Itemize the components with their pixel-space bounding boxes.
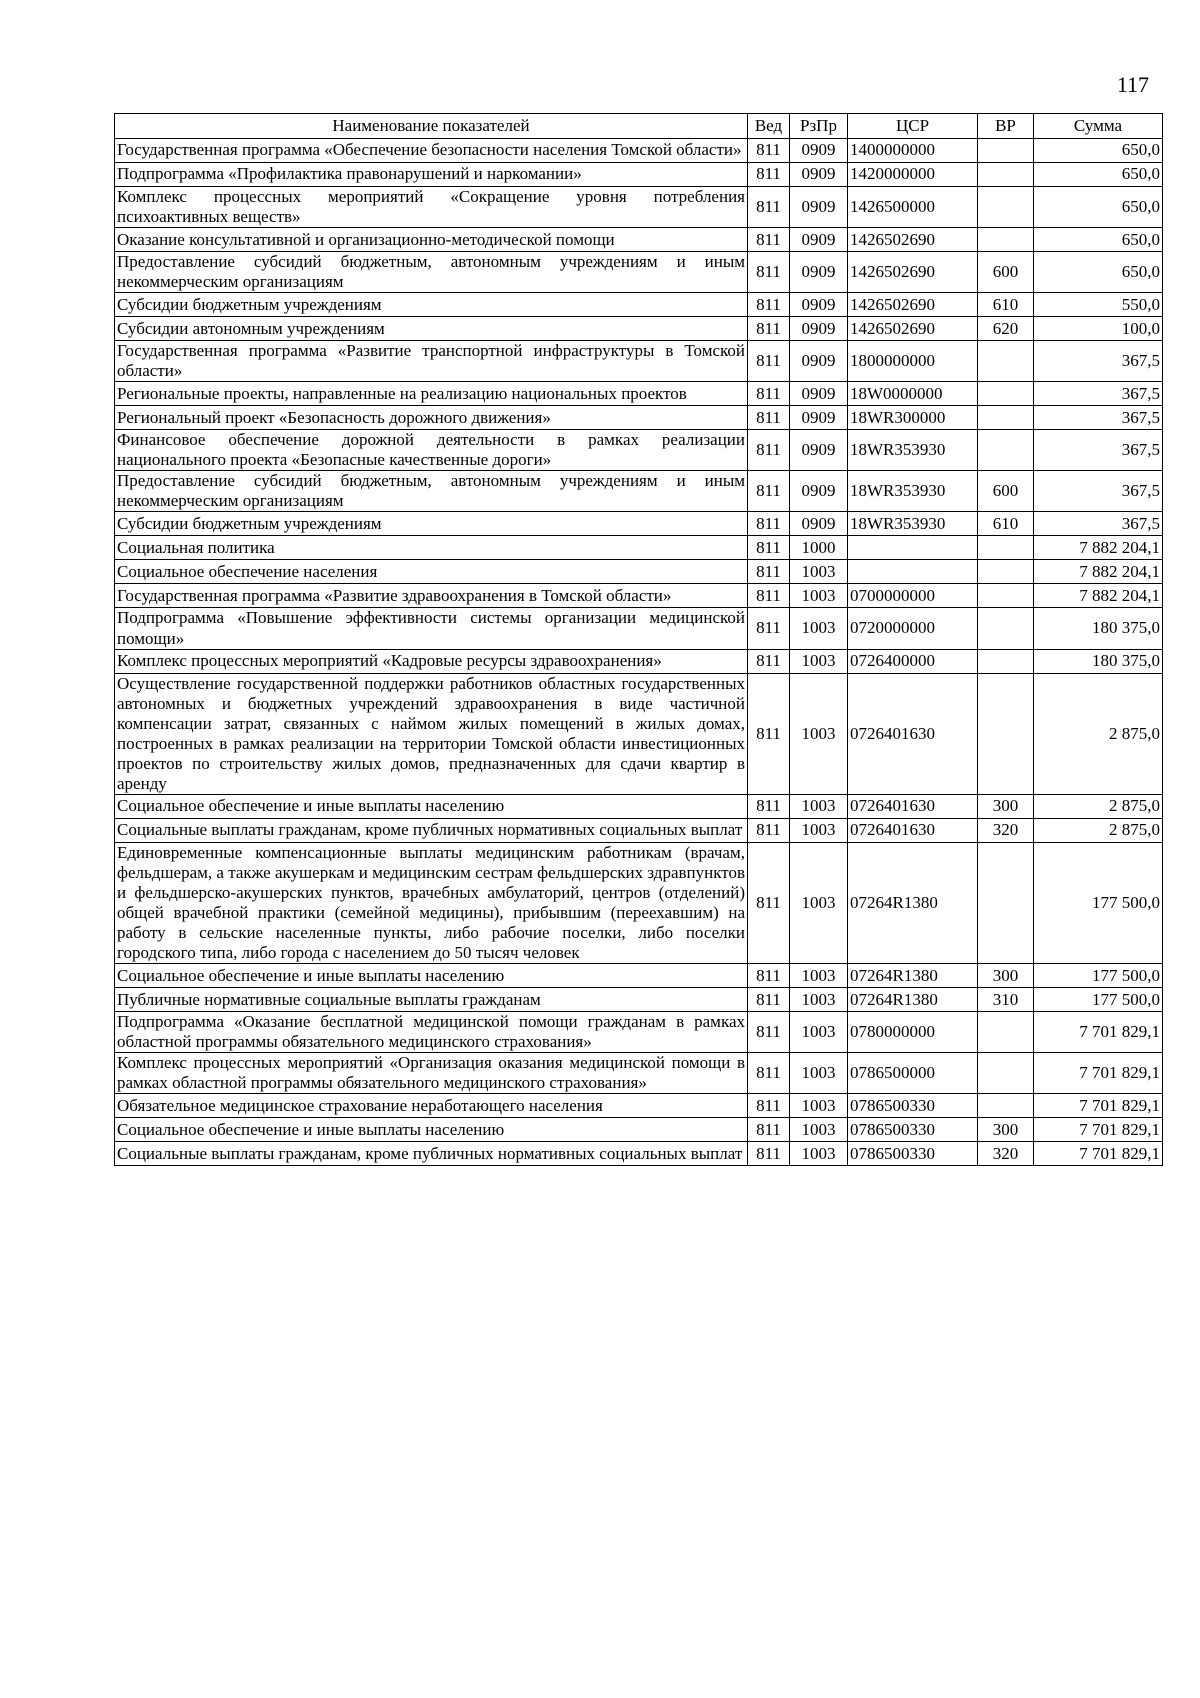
cell-name: Осуществление государственной поддержки работников областных государственных автономных и бюджетных учреждений здравоохранения в виде частичной компенсации затрат, связанных с наймом жилых помещений в жилых домах, построенных в рамках реализации на территории Томской области инвестиционных проектов по строительству жилых домов, предназначенных для сдачи квартир в аренду xyxy=(115,673,748,794)
cell-vr: 320 xyxy=(978,1142,1034,1166)
cell-sum: 7 882 204,1 xyxy=(1034,560,1163,584)
cell-vr xyxy=(978,584,1034,608)
cell-csr: 18W0000000 xyxy=(848,382,978,406)
cell-name: Публичные нормативные социальные выплаты гражданам xyxy=(115,988,748,1012)
table-row xyxy=(115,560,1163,584)
cell-rzpr: 0909 xyxy=(790,293,848,317)
cell-ved: 811 xyxy=(748,512,790,536)
cell-rzpr: 1003 xyxy=(790,1118,848,1142)
cell-name: Социальное обеспечение населения xyxy=(115,560,748,584)
cell-rzpr: 0909 xyxy=(790,317,848,341)
table-row xyxy=(115,649,1163,673)
cell-vr xyxy=(978,1094,1034,1118)
cell-vr xyxy=(978,341,1034,382)
cell-rzpr: 1003 xyxy=(790,1012,848,1053)
cell-ved: 811 xyxy=(748,1118,790,1142)
cell-vr xyxy=(978,1012,1034,1053)
cell-csr: 0726401630 xyxy=(848,818,978,842)
cell-sum: 7 701 829,1 xyxy=(1034,1053,1163,1094)
cell-ved: 811 xyxy=(748,536,790,560)
cell-vr xyxy=(978,382,1034,406)
cell-csr: 0780000000 xyxy=(848,1012,978,1053)
cell-sum: 2 875,0 xyxy=(1034,673,1163,794)
table-row xyxy=(115,1012,1163,1053)
cell-ved: 811 xyxy=(748,584,790,608)
cell-sum: 650,0 xyxy=(1034,187,1163,228)
cell-name: Оказание консультативной и организационно-методической помощи xyxy=(115,228,748,252)
cell-vr xyxy=(978,163,1034,187)
header-rzpr: РзПр xyxy=(790,114,848,139)
cell-rzpr: 1003 xyxy=(790,988,848,1012)
cell-csr: 0726401630 xyxy=(848,794,978,818)
cell-ved: 811 xyxy=(748,163,790,187)
cell-csr: 18WR353930 xyxy=(848,471,978,512)
cell-name: Социальное обеспечение и иные выплаты населению xyxy=(115,1118,748,1142)
cell-vr: 300 xyxy=(978,794,1034,818)
table-row xyxy=(115,1094,1163,1118)
cell-name: Социальные выплаты гражданам, кроме публичных нормативных социальных выплат xyxy=(115,818,748,842)
cell-vr xyxy=(978,139,1034,163)
cell-vr xyxy=(978,406,1034,430)
cell-name: Подпрограмма «Повышение эффективности системы организации медицинской помощи» xyxy=(115,608,748,649)
cell-rzpr: 1003 xyxy=(790,649,848,673)
cell-rzpr: 0909 xyxy=(790,382,848,406)
cell-name: Единовременные компенсационные выплаты медицинским работникам (врачам, фельдшерам, а также акушеркам и медицинским сестрам фельдшерских здравпунктов и фельдшерско-акушерских пунктов, врачебных амбулаторий, центров (отделений) общей врачебной практики (семейной медицины), прибывшим (переехавшим) на работу в сельские населенные пункты, либо рабочие поселки, либо поселки городского типа, либо города с населением до 50 тысяч человек xyxy=(115,842,748,963)
cell-ved: 811 xyxy=(748,317,790,341)
cell-rzpr: 1003 xyxy=(790,1094,848,1118)
cell-rzpr: 0909 xyxy=(790,139,848,163)
table-row xyxy=(115,964,1163,988)
cell-name: Социальное обеспечение и иные выплаты населению xyxy=(115,794,748,818)
cell-sum: 2 875,0 xyxy=(1034,818,1163,842)
cell-sum: 7 882 204,1 xyxy=(1034,584,1163,608)
cell-name: Социальные выплаты гражданам, кроме публичных нормативных социальных выплат xyxy=(115,1142,748,1166)
cell-csr: 0786500000 xyxy=(848,1053,978,1094)
cell-ved: 811 xyxy=(748,649,790,673)
cell-ved: 811 xyxy=(748,406,790,430)
cell-vr: 300 xyxy=(978,964,1034,988)
table-row xyxy=(115,187,1163,228)
table-row xyxy=(115,163,1163,187)
cell-rzpr: 1003 xyxy=(790,560,848,584)
cell-vr: 610 xyxy=(978,293,1034,317)
table-row xyxy=(115,341,1163,382)
cell-ved: 811 xyxy=(748,187,790,228)
table-row xyxy=(115,406,1163,430)
header-vr: ВР xyxy=(978,114,1034,139)
header-sum: Сумма xyxy=(1034,114,1163,139)
cell-ved: 811 xyxy=(748,139,790,163)
cell-ved: 811 xyxy=(748,1094,790,1118)
cell-name: Региональные проекты, направленные на реализацию национальных проектов xyxy=(115,382,748,406)
cell-vr xyxy=(978,536,1034,560)
cell-sum: 650,0 xyxy=(1034,139,1163,163)
table-row xyxy=(115,139,1163,163)
cell-sum: 367,5 xyxy=(1034,382,1163,406)
table-row xyxy=(115,471,1163,512)
table-row xyxy=(115,673,1163,794)
table-row xyxy=(115,842,1163,963)
cell-csr xyxy=(848,560,978,584)
cell-ved: 811 xyxy=(748,382,790,406)
cell-vr xyxy=(978,608,1034,649)
cell-rzpr: 0909 xyxy=(790,512,848,536)
table-row xyxy=(115,293,1163,317)
cell-sum: 367,5 xyxy=(1034,471,1163,512)
cell-rzpr: 1003 xyxy=(790,608,848,649)
cell-csr: 0786500330 xyxy=(848,1118,978,1142)
cell-ved: 811 xyxy=(748,341,790,382)
cell-vr: 320 xyxy=(978,818,1034,842)
table-header-row xyxy=(115,114,1163,139)
cell-rzpr: 0909 xyxy=(790,471,848,512)
table-row xyxy=(115,252,1163,293)
cell-csr: 1426502690 xyxy=(848,228,978,252)
table-row xyxy=(115,584,1163,608)
cell-vr xyxy=(978,187,1034,228)
cell-name: Обязательное медицинское страхование неработающего населения xyxy=(115,1094,748,1118)
header-ved: Вед xyxy=(748,114,790,139)
cell-ved: 811 xyxy=(748,818,790,842)
cell-vr: 610 xyxy=(978,512,1034,536)
cell-csr: 0726401630 xyxy=(848,673,978,794)
cell-ved: 811 xyxy=(748,560,790,584)
cell-vr xyxy=(978,560,1034,584)
cell-csr: 0786500330 xyxy=(848,1094,978,1118)
cell-name: Комплекс процессных мероприятий «Организация оказания медицинской помощи в рамках областной программы обязательного медицинского страхования» xyxy=(115,1053,748,1094)
table-row xyxy=(115,228,1163,252)
cell-vr xyxy=(978,649,1034,673)
cell-sum: 180 375,0 xyxy=(1034,649,1163,673)
table-row xyxy=(115,988,1163,1012)
cell-vr: 300 xyxy=(978,1118,1034,1142)
cell-rzpr: 1003 xyxy=(790,1053,848,1094)
cell-vr xyxy=(978,1053,1034,1094)
cell-rzpr: 1000 xyxy=(790,536,848,560)
cell-rzpr: 0909 xyxy=(790,341,848,382)
cell-sum: 367,5 xyxy=(1034,406,1163,430)
cell-rzpr: 0909 xyxy=(790,406,848,430)
cell-sum: 7 701 829,1 xyxy=(1034,1094,1163,1118)
cell-ved: 811 xyxy=(748,1142,790,1166)
cell-sum: 367,5 xyxy=(1034,341,1163,382)
cell-sum: 650,0 xyxy=(1034,163,1163,187)
cell-vr: 620 xyxy=(978,317,1034,341)
cell-rzpr: 1003 xyxy=(790,1142,848,1166)
budget-table xyxy=(114,113,1163,1166)
cell-vr xyxy=(978,673,1034,794)
cell-sum: 650,0 xyxy=(1034,228,1163,252)
cell-sum: 177 500,0 xyxy=(1034,964,1163,988)
header-name: Наименование показателей xyxy=(115,114,748,139)
cell-vr xyxy=(978,430,1034,471)
cell-csr: 0726400000 xyxy=(848,649,978,673)
cell-rzpr: 0909 xyxy=(790,187,848,228)
cell-ved: 811 xyxy=(748,1012,790,1053)
cell-rzpr: 1003 xyxy=(790,794,848,818)
cell-csr: 1426502690 xyxy=(848,317,978,341)
cell-sum: 7 882 204,1 xyxy=(1034,536,1163,560)
table-row xyxy=(115,794,1163,818)
cell-sum: 100,0 xyxy=(1034,317,1163,341)
page-number: 117 xyxy=(1116,72,1149,97)
cell-csr: 0720000000 xyxy=(848,608,978,649)
cell-vr xyxy=(978,842,1034,963)
table-row xyxy=(115,382,1163,406)
cell-csr: 07264R1380 xyxy=(848,988,978,1012)
table-row xyxy=(115,1142,1163,1166)
cell-csr: 07264R1380 xyxy=(848,842,978,963)
cell-name: Региональный проект «Безопасность дорожного движения» xyxy=(115,406,748,430)
cell-name: Субсидии бюджетным учреждениям xyxy=(115,293,748,317)
cell-csr: 18WR353930 xyxy=(848,430,978,471)
cell-sum: 7 701 829,1 xyxy=(1034,1142,1163,1166)
cell-csr: 1426502690 xyxy=(848,293,978,317)
cell-sum: 650,0 xyxy=(1034,252,1163,293)
cell-name: Социальное обеспечение и иные выплаты населению xyxy=(115,964,748,988)
cell-rzpr: 1003 xyxy=(790,584,848,608)
cell-rzpr: 0909 xyxy=(790,430,848,471)
cell-rzpr: 0909 xyxy=(790,163,848,187)
table-row xyxy=(115,818,1163,842)
cell-ved: 811 xyxy=(748,842,790,963)
cell-ved: 811 xyxy=(748,228,790,252)
cell-name: Социальная политика xyxy=(115,536,748,560)
cell-csr: 0700000000 xyxy=(848,584,978,608)
cell-name: Государственная программа «Развитие здравоохранения в Томской области» xyxy=(115,584,748,608)
cell-ved: 811 xyxy=(748,293,790,317)
cell-ved: 811 xyxy=(748,794,790,818)
cell-rzpr: 1003 xyxy=(790,842,848,963)
cell-vr xyxy=(978,228,1034,252)
cell-vr: 600 xyxy=(978,471,1034,512)
cell-rzpr: 1003 xyxy=(790,818,848,842)
cell-ved: 811 xyxy=(748,988,790,1012)
cell-vr: 600 xyxy=(978,252,1034,293)
cell-ved: 811 xyxy=(748,1053,790,1094)
cell-csr: 07264R1380 xyxy=(848,964,978,988)
cell-name: Комплекс процессных мероприятий «Кадровые ресурсы здравоохранения» xyxy=(115,649,748,673)
cell-name: Подпрограмма «Профилактика правонарушений и наркомании» xyxy=(115,163,748,187)
table-row xyxy=(115,536,1163,560)
cell-sum: 7 701 829,1 xyxy=(1034,1012,1163,1053)
cell-csr: 0786500330 xyxy=(848,1142,978,1166)
cell-rzpr: 0909 xyxy=(790,228,848,252)
cell-ved: 811 xyxy=(748,252,790,293)
table-body xyxy=(115,139,1163,1166)
cell-ved: 811 xyxy=(748,471,790,512)
cell-csr: 1426500000 xyxy=(848,187,978,228)
cell-csr: 1800000000 xyxy=(848,341,978,382)
cell-name: Государственная программа «Обеспечение безопасности населения Томской области» xyxy=(115,139,748,163)
cell-csr: 1420000000 xyxy=(848,163,978,187)
cell-ved: 811 xyxy=(748,608,790,649)
table-row xyxy=(115,512,1163,536)
cell-name: Финансовое обеспечение дорожной деятельности в рамках реализации национального проекта «Безопасные качественные дороги» xyxy=(115,430,748,471)
table-row xyxy=(115,1118,1163,1142)
cell-sum: 177 500,0 xyxy=(1034,842,1163,963)
cell-sum: 2 875,0 xyxy=(1034,794,1163,818)
cell-rzpr: 1003 xyxy=(790,964,848,988)
cell-ved: 811 xyxy=(748,430,790,471)
cell-csr: 1426502690 xyxy=(848,252,978,293)
cell-name: Подпрограмма «Оказание бесплатной медицинской помощи гражданам в рамках областной программы обязательного медицинского страхования» xyxy=(115,1012,748,1053)
table-row xyxy=(115,1053,1163,1094)
cell-name: Субсидии бюджетным учреждениям xyxy=(115,512,748,536)
cell-sum: 367,5 xyxy=(1034,430,1163,471)
cell-csr xyxy=(848,536,978,560)
cell-sum: 177 500,0 xyxy=(1034,988,1163,1012)
cell-name: Государственная программа «Развитие транспортной инфраструктуры в Томской области» xyxy=(115,341,748,382)
table-row xyxy=(115,430,1163,471)
table-row xyxy=(115,608,1163,649)
cell-name: Предоставление субсидий бюджетным, автономным учреждениям и иным некоммерческим организациям xyxy=(115,471,748,512)
cell-name: Предоставление субсидий бюджетным, автономным учреждениям и иным некоммерческим организациям xyxy=(115,252,748,293)
table-row xyxy=(115,317,1163,341)
cell-sum: 180 375,0 xyxy=(1034,608,1163,649)
cell-ved: 811 xyxy=(748,673,790,794)
cell-sum: 367,5 xyxy=(1034,512,1163,536)
cell-csr: 1400000000 xyxy=(848,139,978,163)
cell-name: Субсидии автономным учреждениям xyxy=(115,317,748,341)
cell-sum: 550,0 xyxy=(1034,293,1163,317)
cell-ved: 811 xyxy=(748,964,790,988)
cell-name: Комплекс процессных мероприятий «Сокращение уровня потребления психоактивных веществ» xyxy=(115,187,748,228)
cell-csr: 18WR300000 xyxy=(848,406,978,430)
header-csr: ЦСР xyxy=(848,114,978,139)
cell-sum: 7 701 829,1 xyxy=(1034,1118,1163,1142)
cell-rzpr: 0909 xyxy=(790,252,848,293)
cell-csr: 18WR353930 xyxy=(848,512,978,536)
cell-rzpr: 1003 xyxy=(790,673,848,794)
cell-vr: 310 xyxy=(978,988,1034,1012)
